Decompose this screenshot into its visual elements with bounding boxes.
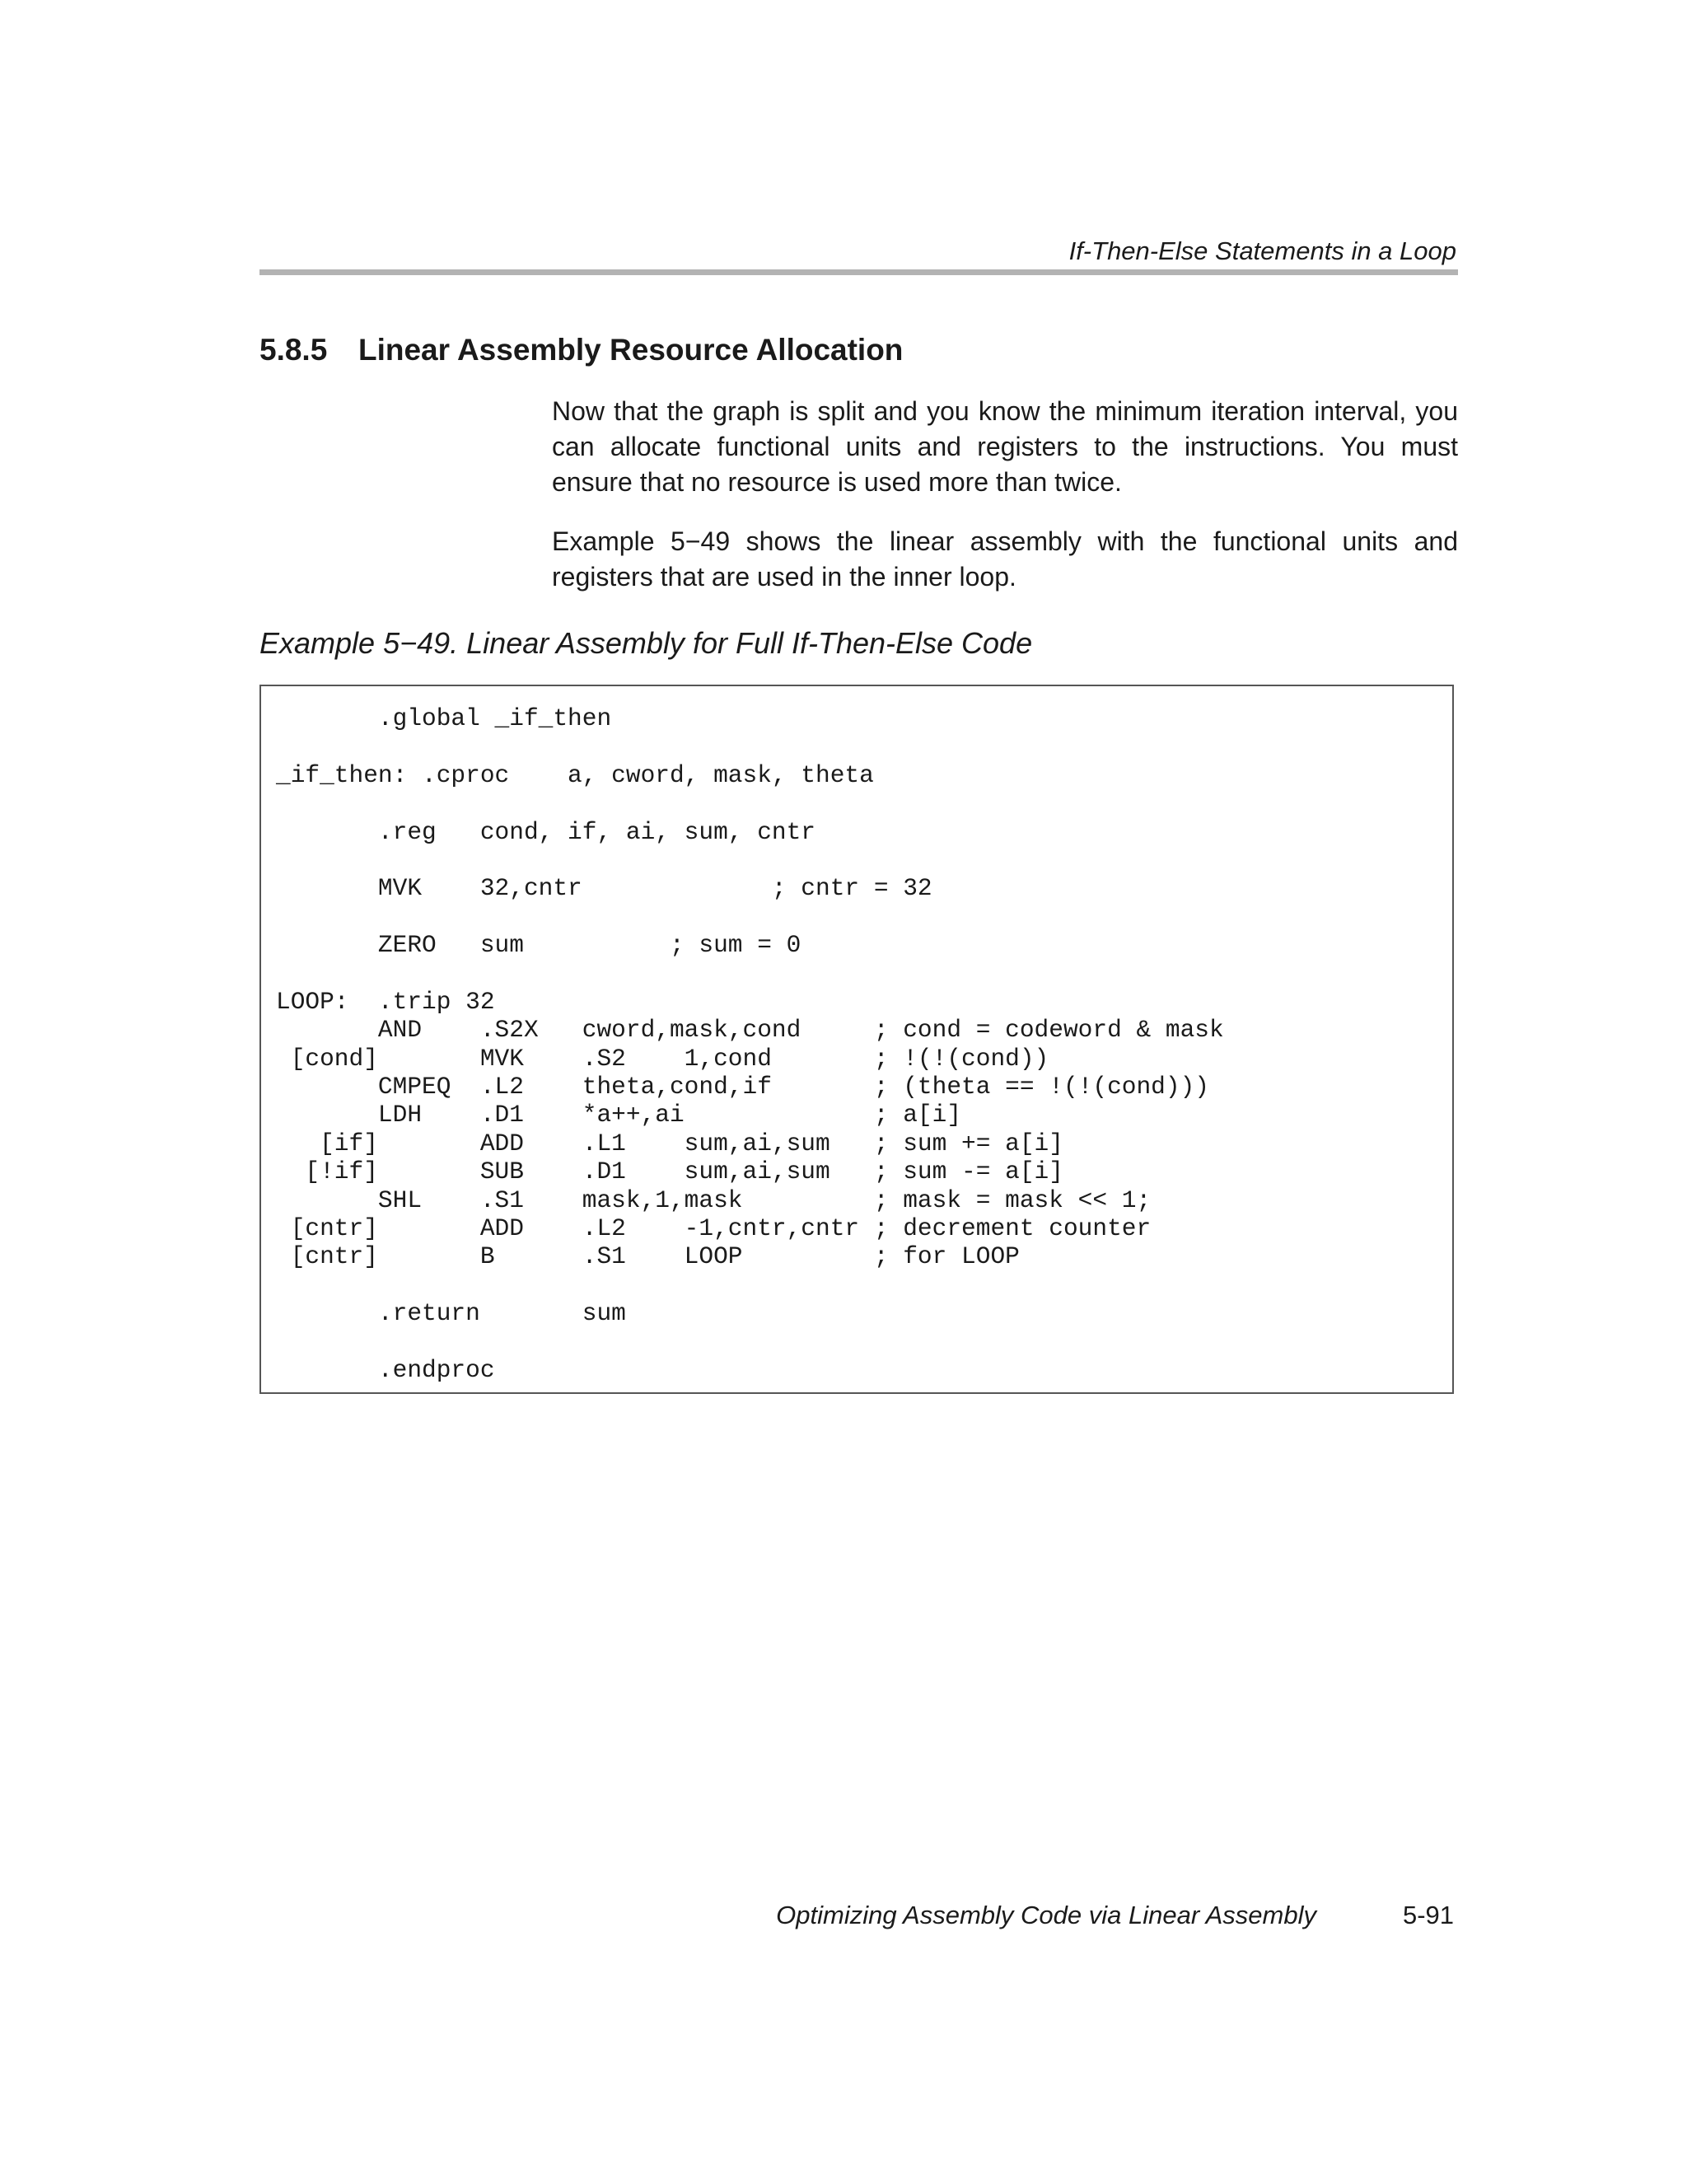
code-line: .return sum [276, 1299, 626, 1328]
page-number: 5-91 [1402, 1901, 1454, 1929]
code-line: ZERO sum ; sum = 0 [276, 931, 801, 960]
code-line: [cntr] B .S1 LOOP ; for LOOP [276, 1242, 1020, 1271]
code-listing [276, 704, 1224, 1384]
code-line [276, 903, 1224, 931]
section-number: 5.8.5 [259, 333, 328, 367]
code-line: _if_then: .cproc a, cword, mask, theta [276, 760, 874, 789]
code-line: [cond] MVK .S2 1,cond ; !(!(cond)) [276, 1044, 1049, 1073]
code-line [276, 846, 1224, 874]
code-line: .endproc [276, 1355, 495, 1384]
code-line: MVK 32,cntr ; cntr = 32 [276, 874, 932, 903]
header-rule [259, 269, 1458, 275]
code-line: [!if] SUB .D1 sum,ai,sum ; sum -= a[i] [276, 1157, 1063, 1186]
code-line [276, 732, 1224, 760]
running-header: If-Then-Else Statements in a Loop [1068, 236, 1456, 265]
code-line: AND .S2X cword,mask,cond ; cond = codeword & mask [276, 1016, 1224, 1045]
example-caption: Example 5−49. Linear Assembly for Full If-Then-Else Code [259, 626, 1033, 660]
code-line: .reg cond, if, ai, sum, cntr [276, 817, 816, 846]
code-line [276, 1271, 1224, 1299]
section-title: Linear Assembly Resource Allocation [358, 333, 904, 367]
code-line: .global _if_then [276, 704, 612, 732]
code-line: SHL .S1 mask,1,mask ; mask = mask << 1; [276, 1186, 1152, 1214]
code-listing-box [259, 685, 1454, 1394]
code-line: LOOP: .trip 32 [276, 987, 495, 1016]
code-line: [cntr] ADD .L2 -1,cntr,cntr ; decrement counter [276, 1214, 1152, 1243]
code-line [276, 1328, 1224, 1356]
code-line [276, 789, 1224, 817]
body-paragraph: Now that the graph is split and you know the minimum iteration interval, you can allocate functional units and registers to the instructions. You must ensure that no resource is used more than twice. [552, 396, 1458, 497]
code-line: LDH .D1 *a++,ai ; a[i] [276, 1101, 962, 1129]
code-line [276, 960, 1224, 988]
section-heading [259, 333, 903, 367]
code-line: [if] ADD .L1 sum,ai,sum ; sum += a[i] [276, 1129, 1063, 1157]
code-line: CMPEQ .L2 theta,cond,if ; (theta == !(!(cond))) [276, 1073, 1209, 1101]
running-footer: Optimizing Assembly Code via Linear Assembly [776, 1901, 1316, 1929]
body-paragraph: Example 5−49 shows the linear assembly with the functional units and registers that are used in the inner loop. [552, 526, 1458, 592]
